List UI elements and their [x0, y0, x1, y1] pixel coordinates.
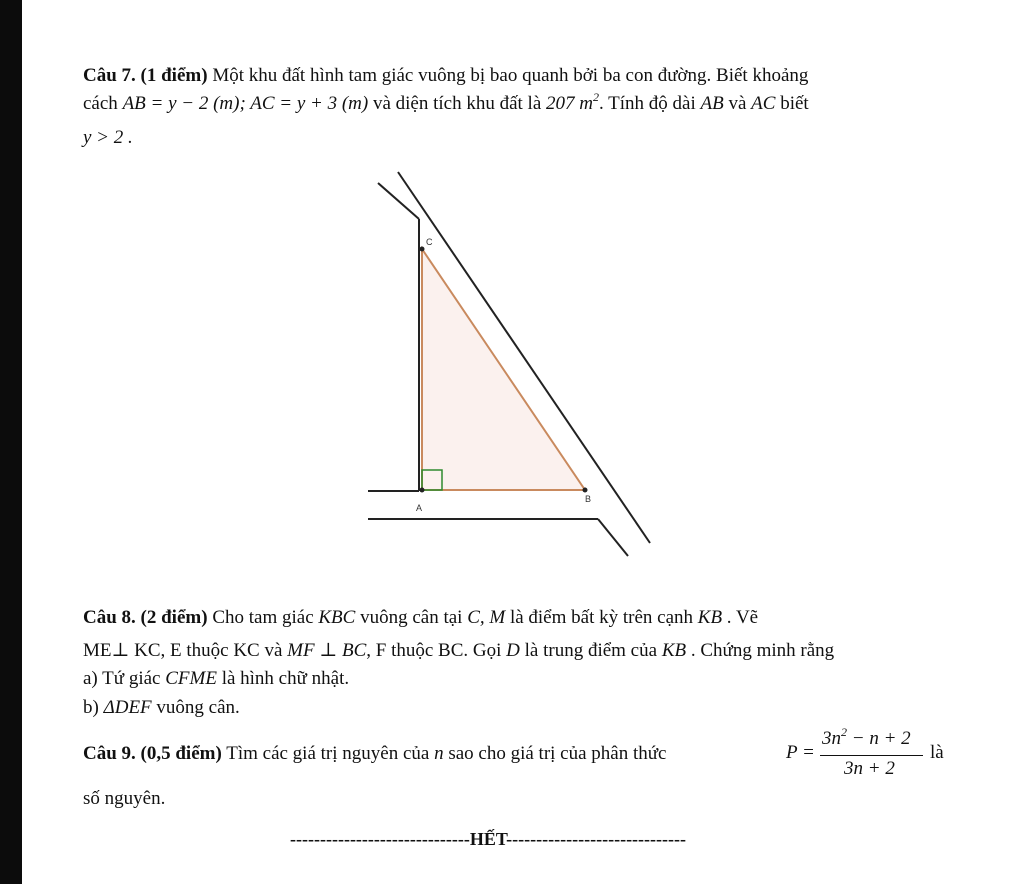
footer-het: ------------------------------HẾT------------------------------ — [290, 829, 687, 849]
q9-title: Câu 9. (0,5 điểm) — [83, 743, 222, 764]
vertex-b-dot — [583, 488, 588, 493]
q8-text-1b: vuông cân tại — [355, 607, 468, 628]
q8-text-1a: Cho tam giác — [207, 607, 319, 628]
right-triangle — [422, 249, 585, 490]
q9-la: là — [930, 742, 944, 763]
q8-a-prefix: a) Tứ giác — [83, 668, 166, 689]
q7-title: Câu 7. (1 điểm) — [83, 65, 208, 86]
q9-denominator: 3n + 2 — [844, 758, 895, 779]
q8-cfme: CFME — [165, 668, 217, 689]
q8-b-prefix: b) — [83, 697, 104, 718]
q7-text-1: Một khu đất hình tam giác vuông bị bao quanh bởi ba con đường. Biết khoảng — [207, 65, 809, 86]
q8-def: ΔDEF — [103, 697, 152, 718]
q9-numerator — [822, 725, 911, 750]
q8-d: D — [506, 640, 520, 661]
q9-line-2: số nguyên. — [83, 788, 166, 809]
q8-mf-bc: MF ⊥ BC — [287, 640, 367, 661]
q7-ac: AC — [751, 93, 776, 114]
q8-line-2 — [83, 638, 834, 664]
q7-condition: y > 2 . — [83, 127, 133, 148]
q9-num-rest: − n + 2 — [847, 728, 911, 749]
q9-text-1b: sao cho giá trị của phân thức — [443, 743, 667, 764]
q7-text-va: và — [723, 93, 752, 114]
q8-line-1 — [83, 605, 758, 631]
q8-text-2a: ME⊥ KC, E thuộc KC và — [83, 640, 288, 661]
q9-fraction-bar — [820, 755, 923, 756]
q8-part-a — [83, 666, 349, 692]
q9-num-exp: 2 — [841, 725, 847, 739]
q8-part-b — [83, 695, 240, 721]
q9-text-1a: Tìm các giá trị nguyên của — [221, 743, 435, 764]
triangle-figure — [360, 165, 660, 560]
q7-text-cach: cách — [83, 93, 123, 114]
left-edge-shadow — [0, 0, 22, 884]
road-diagonal-line-1 — [378, 183, 419, 219]
road-bottom-diag — [598, 519, 628, 556]
q8-text-1c: là điểm bất kỳ trên cạnh — [505, 607, 698, 628]
q7-text-area-intro: và diện tích khu đất là — [368, 93, 547, 114]
q8-kb-1: KB — [697, 607, 723, 628]
label-c: C — [426, 237, 433, 247]
q7-line-1 — [83, 63, 808, 89]
q8-text-1d: . Vẽ — [722, 607, 759, 628]
label-a: A — [416, 503, 423, 513]
q8-text-2b: , F thuộc BC. Gọi — [366, 640, 507, 661]
q8-text-2c: là trung điểm của — [519, 640, 662, 661]
q7-area: 207 m — [546, 93, 593, 114]
q9-fraction-lhs: P = — [786, 742, 815, 763]
q8-kbc: KBC — [318, 607, 356, 628]
q8-kb-2: KB — [661, 640, 687, 661]
q7-ab: AB — [700, 93, 724, 114]
vertex-a-dot — [420, 488, 425, 493]
q7-text-biet: biết — [775, 93, 809, 114]
q9-num-base: 3n — [822, 728, 841, 749]
label-b: B — [585, 494, 592, 504]
q8-title: Câu 8. (2 điểm) — [83, 607, 208, 628]
q8-cm: C, M — [467, 607, 506, 628]
q7-ac-expr: AC = y + 3 (m) — [250, 93, 369, 114]
q9-line-1 — [83, 741, 667, 767]
q9-n: n — [434, 743, 444, 764]
q7-area-exp: 2 — [593, 90, 599, 104]
q8-text-2d: . Chứng minh rằng — [686, 640, 835, 661]
q7-line-2 — [83, 91, 809, 117]
vertex-c-dot — [420, 247, 425, 252]
q7-text-tinh: . Tính độ dài — [599, 93, 701, 114]
q8-a-suffix: là hình chữ nhật. — [216, 668, 350, 689]
q8-b-suffix: vuông cân. — [151, 697, 240, 718]
q7-ab-expr: AB = y − 2 (m); — [122, 93, 251, 114]
